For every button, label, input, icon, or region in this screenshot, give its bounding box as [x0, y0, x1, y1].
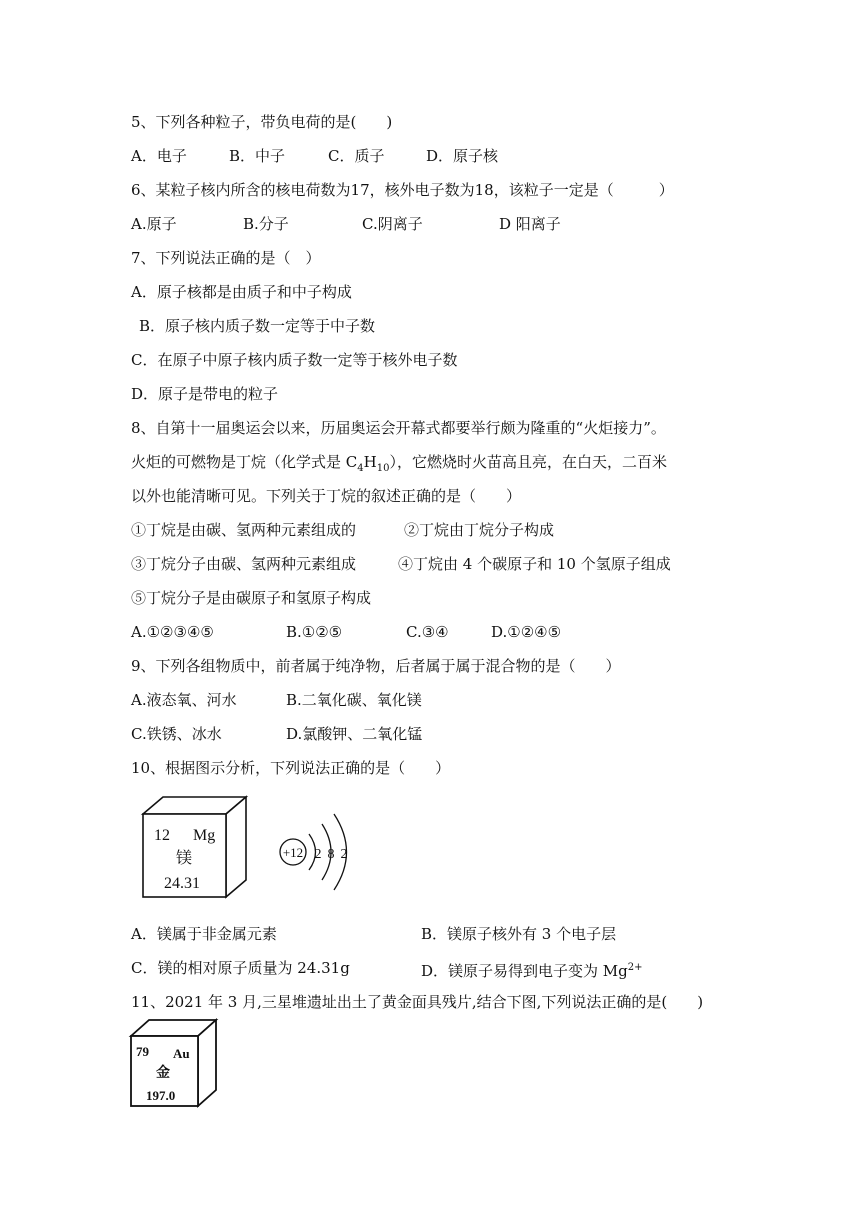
q8-formula-sub-c: 4 — [357, 463, 364, 474]
q8-line-1: 8、自第十一届奥运会以来，历届奥运会开幕式都要举行颇为隆重的“火炬接力”。 — [131, 419, 666, 437]
shell-electrons-3: 2 — [340, 847, 348, 862]
au-symbol: Au — [173, 1046, 190, 1061]
au-atomic-mass: 197.0 — [146, 1088, 176, 1103]
q7-option-b: B．原子核内质子数一定等于中子数 — [139, 317, 376, 335]
q8-option-d: D.①②④⑤ — [491, 623, 562, 641]
q8-line-2-pre: 火炬的可燃物是丁烷（化学式是 C — [131, 453, 358, 471]
q8-statement-1: ①丁烷是由碳、氢两种元素组成的 — [131, 521, 357, 539]
q11-diagram — [127, 1016, 221, 1110]
q10-option-c: C．镁的相对原子质量为 24.31g — [131, 959, 350, 977]
q5-stem: 5、下列各种粒子，带负电荷的是( ) — [131, 113, 393, 131]
q6-option-c: C.阴离子 — [362, 215, 423, 233]
q6-option-b: B.分子 — [243, 215, 289, 233]
q7-option-a: A．原子核都是由质子和中子构成 — [131, 283, 352, 301]
q9-stem: 9、下列各组物质中，前者属于纯净物，后者属于属于混合物的是（ ） — [131, 657, 621, 675]
q7-option-d: D．原子是带电的粒子 — [131, 385, 279, 403]
q6-option-d: D 阳离子 — [499, 215, 561, 233]
magnesium-atom-structure — [280, 814, 348, 890]
q8-line-2-post: ），它燃烧时火苗高且亮，在白天，二百米 — [389, 453, 667, 471]
q8-statement-4: ④丁烷由 4 个碳原子和 10 个氢原子组成 — [398, 555, 671, 573]
q8-line-3: 以外也能清晰可见。下列关于丁烷的叙述正确的是（ ） — [131, 487, 522, 505]
au-name: 金 — [156, 1066, 170, 1081]
q7-option-c: C．在原子中原子核内质子数一定等于核外电子数 — [131, 351, 458, 369]
mg-atomic-mass: 24.31 — [164, 875, 200, 892]
au-atomic-number: 79 — [136, 1044, 149, 1059]
q5-option-a: A．电子 — [131, 147, 187, 165]
q8-statement-5: ⑤丁烷分子是由碳原子和氢原子构成 — [131, 589, 372, 607]
q11-stem: 11、2021 年 3 月,三星堆遗址出土了黄金面具残片,结合下图,下列说法正确的是( ) — [131, 993, 704, 1011]
q10-option-d-text: D．镁原子易得到电子变为 Mg — [421, 962, 628, 980]
q8-line-2 — [131, 452, 667, 479]
q9-option-c: C.铁锈、冰水 — [131, 725, 222, 743]
shell-electrons-2: 8 — [327, 847, 335, 862]
q8-statement-2: ②丁烷由丁烷分子构成 — [404, 521, 555, 539]
q8-option-a: A.①②③④⑤ — [131, 623, 214, 641]
q5-option-d: D．原子核 — [426, 147, 499, 165]
q10-stem: 10、根据图示分析，下列说法正确的是（ ） — [131, 759, 451, 777]
q9-option-a: A.液态氧、河水 — [131, 691, 237, 709]
q8-formula-sub-h: 10 — [376, 463, 390, 474]
q6-option-a: A.原子 — [131, 215, 177, 233]
q8-statement-3: ③丁烷分子由碳、氢两种元素组成 — [131, 555, 357, 573]
shell-electrons-1: 2 — [314, 847, 322, 862]
q10-option-d-charge: 2+ — [627, 962, 643, 973]
mg-name: 镁 — [176, 850, 193, 867]
q10-option-d — [421, 958, 643, 981]
gold-element-cell — [131, 1020, 216, 1106]
q9-option-d: D.氯酸钾、二氧化锰 — [286, 725, 423, 743]
mg-atomic-number: 12 — [154, 827, 170, 844]
q8-option-c: C.③④ — [406, 623, 449, 641]
q5-option-b: B．中子 — [229, 147, 286, 165]
nucleus-charge: +12 — [282, 845, 304, 860]
q5-option-c: C．质子 — [328, 147, 385, 165]
q10-diagram — [138, 792, 368, 904]
magnesium-element-cell — [143, 797, 246, 897]
mg-symbol: Mg — [193, 827, 216, 844]
q8-option-b: B.①②⑤ — [286, 623, 343, 641]
q10-option-b: B．镁原子核外有 3 个电子层 — [421, 925, 617, 943]
q6-stem: 6、某粒子核内所含的核电荷数为17，核外电子数为18，该粒子一定是（ ） — [131, 181, 674, 199]
q7-stem: 7、下列说法正确的是（ ） — [131, 249, 321, 267]
q9-option-b: B.二氧化碳、氧化镁 — [286, 691, 422, 709]
q10-option-a: A．镁属于非金属元素 — [131, 925, 277, 943]
q8-formula-h: H — [363, 453, 377, 471]
